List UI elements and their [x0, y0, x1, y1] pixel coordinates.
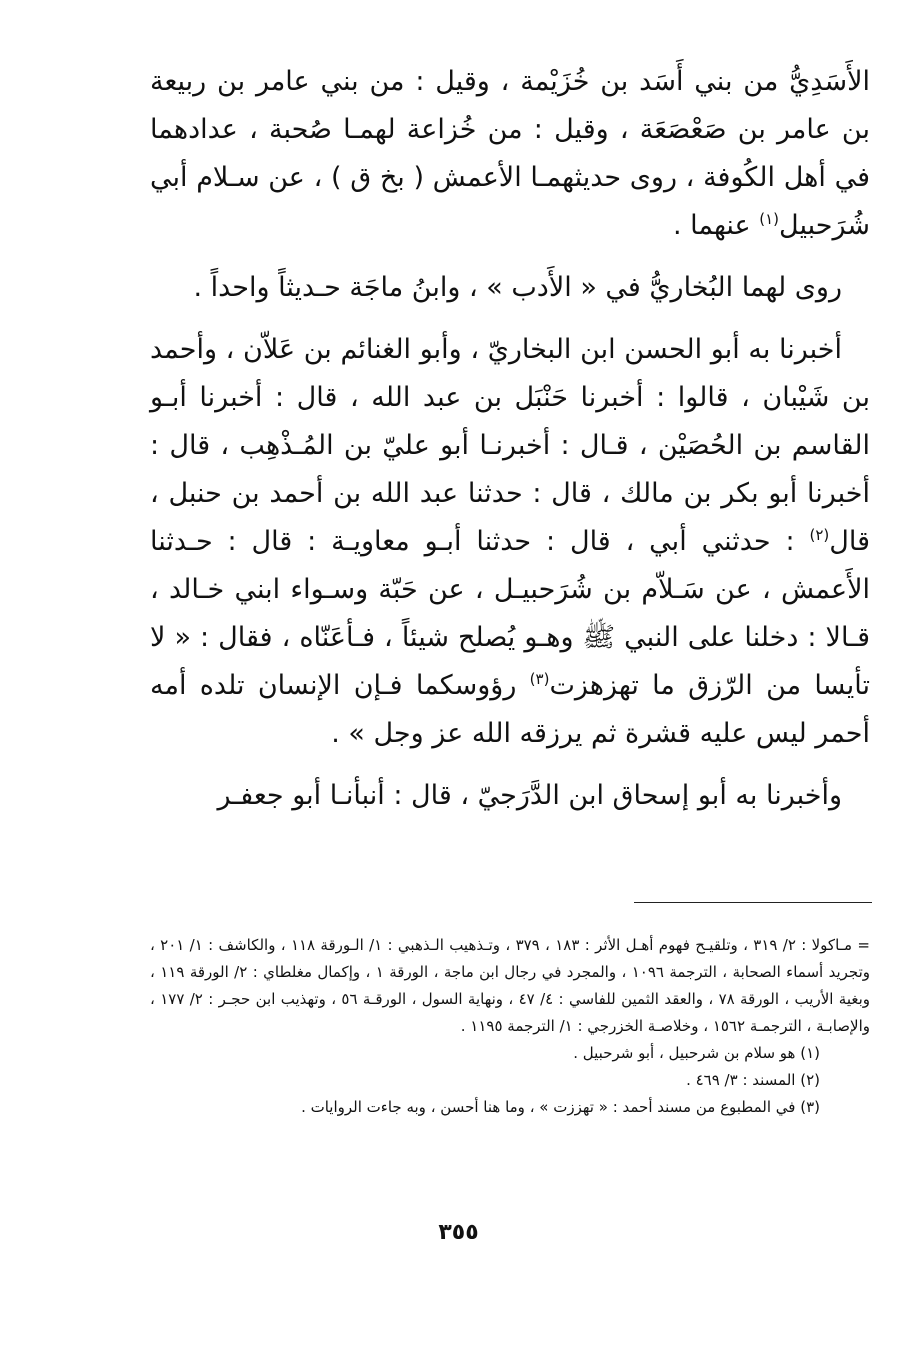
footnote-ref-3: (٣) [529, 670, 550, 688]
paragraph-2: روى لهما البُخاريُّ في « الأَدب » ، وابنُ ماجَة حـديثاً واحداً . [193, 272, 842, 303]
paragraph-3 [150, 326, 870, 758]
footnote-3: (٣) في المطبوع من مسند أحمد : « تهززت » ، وما هنا أحسن ، وبه جاءت الروايات . [301, 1098, 820, 1116]
footnote-1: (١) هو سلام بن شرحبيل ، أبو شرحبيل . [573, 1044, 820, 1062]
footnotes [150, 932, 870, 1121]
footnote-continuation: = مـاكولا : ٢/ ٣١٩ ، وتلقيـح فهوم أهـل الأثر : ١٨٣ ، ٣٧٩ ، وتـذهيب الـذهبي : ١/ الـورقة ١١٨ ، والكاشف : ١/ ٢٠١ ، وتجريد أسماء الصحابة ، الترجمة ١٠٩٦ ، والمجرد في رجال ابن ماجة ، الورقة ١ ، وإكمال مغلطاي : ٢/ الورقة ١١٩ ، وبغية الأريب ، الورقة ٧٨ ، والعقد الثمين للفاسي : ٤/ ٤٧ ، ونهاية السول ، الورقـة ٥٦ ، وتهذيب ابن حجـر : ٢/ ١٧٧ ، والإصابـة ، الترجمـة ١٥٦٢ ، وخلاصـة الخزرجي : ١/ الترجمة ١١٩٥ . [150, 936, 871, 1035]
paragraph-3-part-a: أخبرنا به أبو الحسن ابن البخاريّ ، وأبو الغنائم بن عَلاّن ، وأحمد بن شَيْبان ، قالوا : أخبرنا حَنْبَل بن عبد الله ، قال : أخبرنا أبـو القاسم بن الحُصَيْن ، قـال : أخبرنـا أبو عليّ بن المُـذْهِب ، قال : أخبرنا أبو بكر بن مالك ، قال : حدثنا عبد الله بن أحمد بن حنبل ، قال [150, 334, 870, 557]
paragraph-1 [150, 58, 870, 250]
paragraph-3-part-c: رؤوسكما فـإن الإنسان تلده أمه أحمر ليس عليه قشرة ثم يرزقه الله عز وجل » . [150, 670, 870, 749]
main-text [150, 58, 870, 820]
paragraph-1-end: عنهما . [672, 210, 760, 241]
paragraph-3-part-b: : حدثني أبي ، قال : حدثنا أبـو معاويـة : قال : حـدثنا الأَعمش ، عن سَـلاّم بن شُرَحبيـل ، عن حَبّة وسـواء ابني خـالد ، قـالا : دخلنا على النبي ﷺ وهـو يُصلح شيئاً ، فـأعَنّاه ، فقال : « لا تأيسا من الرّزق ما تهزهزت [150, 526, 870, 701]
footnote-2: (٢) المسند : ٣/ ٤٦٩ . [686, 1071, 820, 1089]
page-number: ٣٥٥ [438, 1220, 479, 1245]
footnote-ref-2: (٢) [809, 526, 830, 544]
footnote-separator [634, 902, 872, 903]
paragraph-4: وأخبرنا به أبو إسحاق ابن الدَّرَجيّ ، قال : أنبأنـا أبو جعفـر [217, 780, 842, 811]
footnote-ref-1: (١) [759, 210, 780, 228]
paragraph-1-text: الأَسَدِيُّ من بني أَسَد بن خُزَيْمة ، وقيل : من بني عامر بن ربيعة بن عامر بن صَعْصَعَة ، وقيل : من خُزاعة لهمـا صُحبة ، عدادهما في أهل الكُوفة ، روى حديثهمـا الأعمش ( بخ ق ) ، عن سـلام أبي شُرَحبيل [150, 66, 870, 241]
